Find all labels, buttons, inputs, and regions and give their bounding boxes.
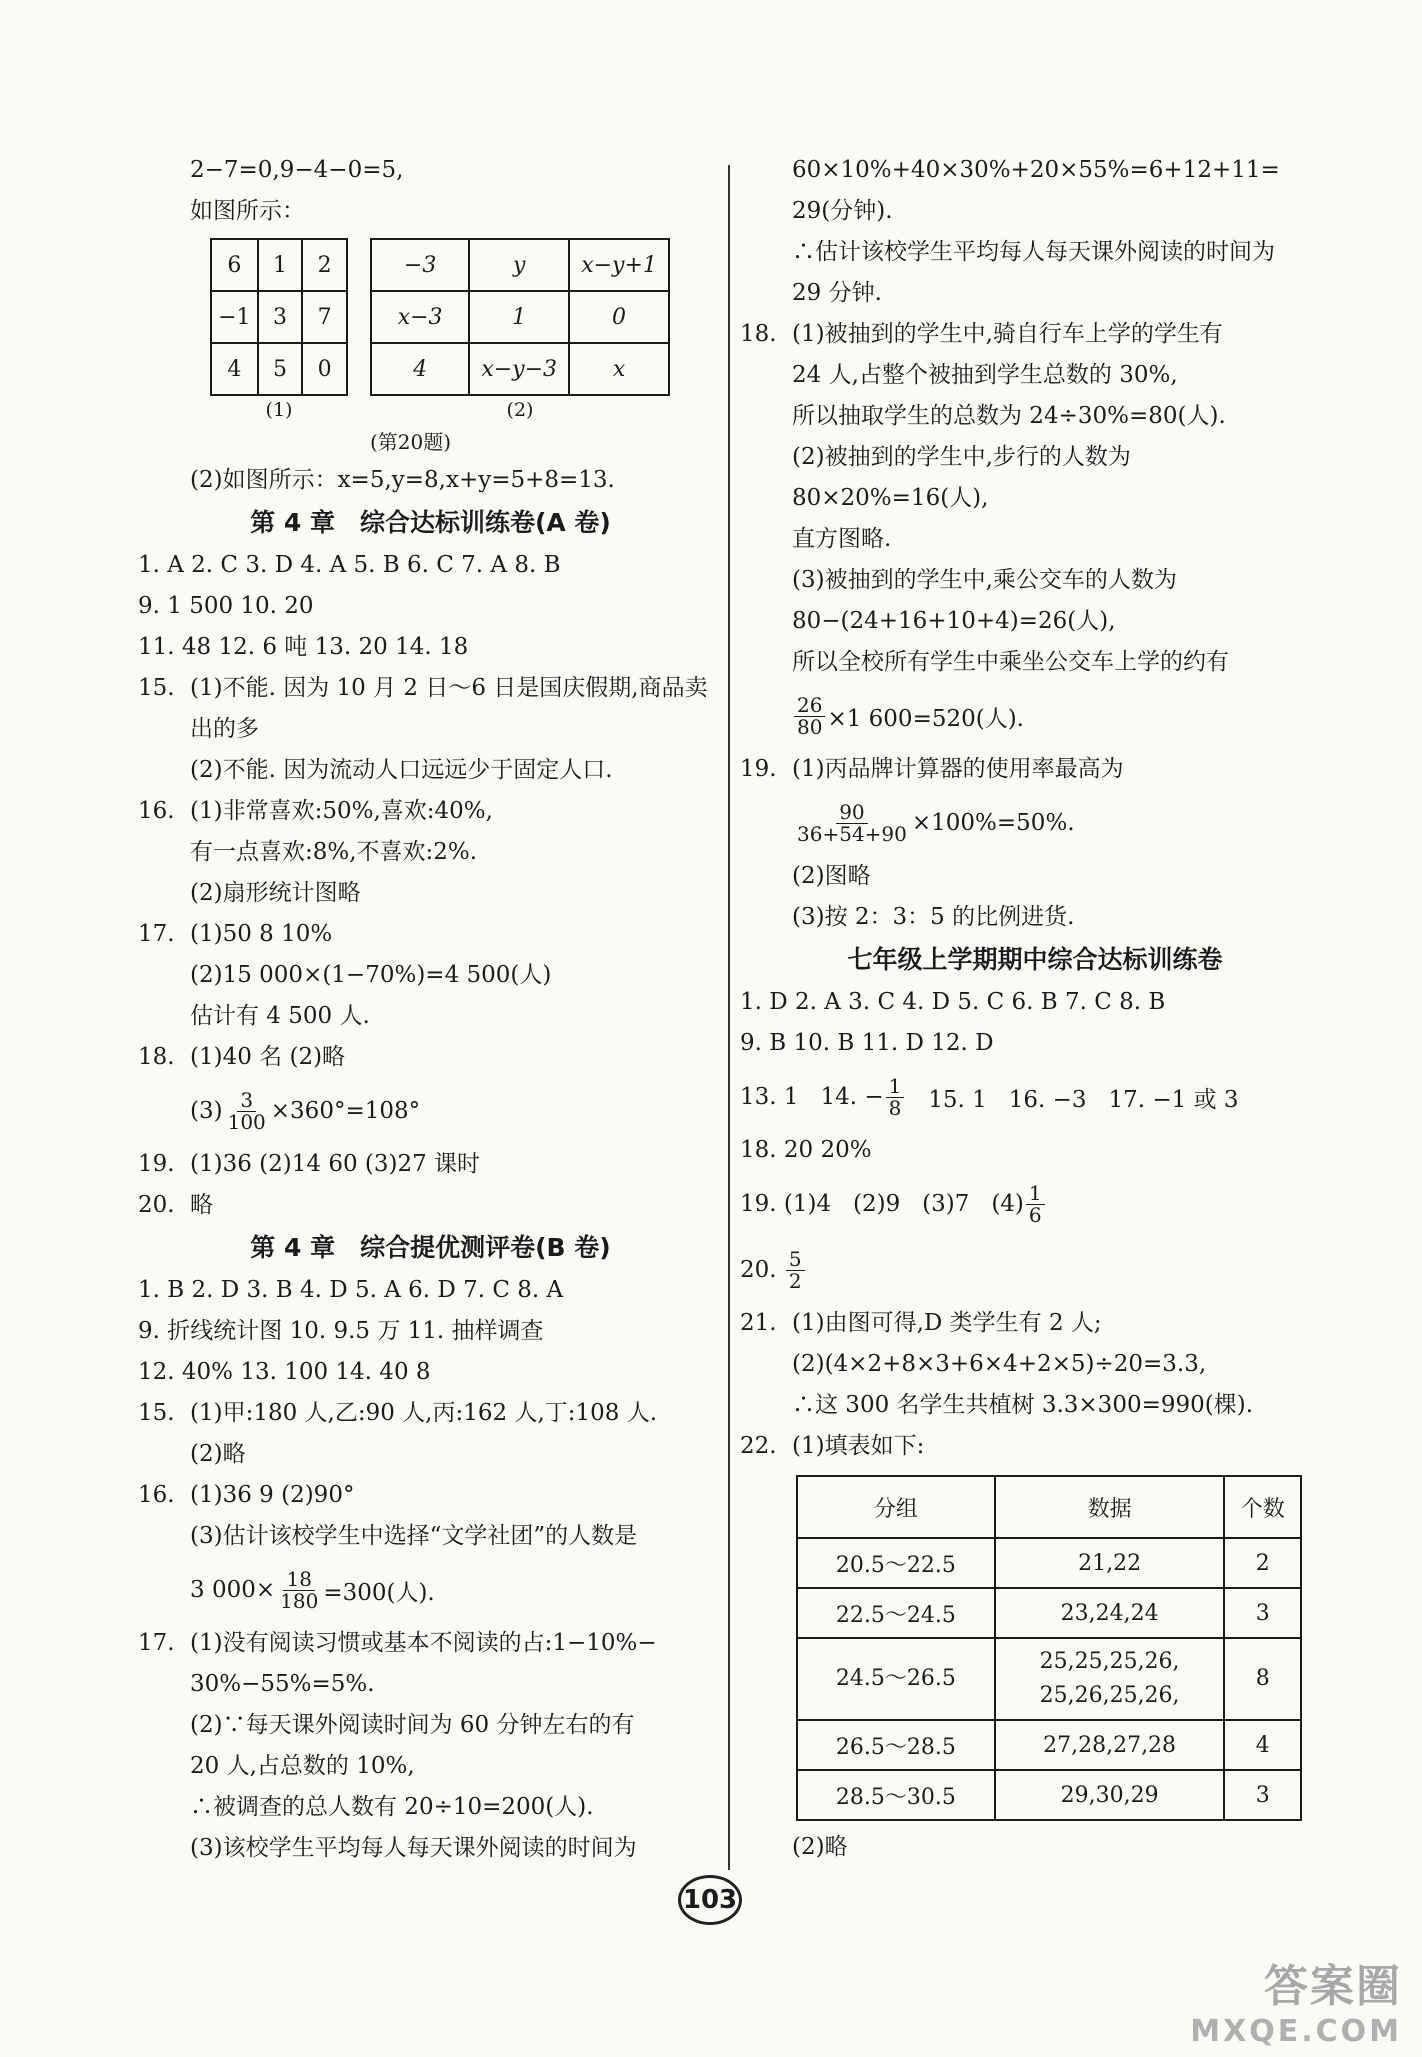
- answer-text: (1)50 8 10%: [190, 921, 333, 947]
- page-number-badge: [670, 1875, 750, 1937]
- table-row: [797, 1638, 1301, 1720]
- question-number: 20.: [138, 1192, 175, 1218]
- grid-1-wrap: [210, 238, 348, 424]
- answer-19: [138, 1144, 723, 1185]
- table-cell-count: 2: [1224, 1538, 1301, 1588]
- fraction: [794, 799, 910, 846]
- answer-text: (2)略: [792, 1834, 848, 1860]
- grid-cell: 3: [258, 291, 303, 343]
- text-line: 2−7=0,9−4−0=5,: [190, 157, 404, 183]
- right-column: [740, 150, 1330, 1868]
- table-header-cell: 个数: [1224, 1476, 1301, 1538]
- table-cell-count: 4: [1224, 1720, 1301, 1770]
- table-cell-group: 26.5～28.5: [797, 1720, 995, 1770]
- text-line: (2)如图所示：x=5,y=8,x+y=5+8=13.: [190, 467, 615, 493]
- grid-cell: x−y−3: [469, 343, 569, 395]
- answer-text: (2)∵每天课外阅读时间为 60 分钟左右的有: [190, 1712, 635, 1738]
- question-number: 18.: [138, 1044, 175, 1070]
- table-row: [797, 1720, 1301, 1770]
- answer-19r: [740, 749, 1330, 790]
- table-cell-data-line: 25,25,25,26,: [1039, 1649, 1180, 1674]
- table-cell-data: 21,22: [995, 1538, 1225, 1588]
- answer-text: (1)甲:180 人,乙:90 人,丙:162 人,丁:108 人.: [190, 1400, 658, 1426]
- fraction-numerator: 1: [1026, 1183, 1045, 1205]
- fraction-numerator: 3: [237, 1090, 256, 1112]
- answer-18: [138, 1037, 723, 1078]
- answer-text: 略: [190, 1192, 213, 1218]
- answer-18r: [740, 314, 1330, 355]
- text-line: 如图所示：: [190, 198, 305, 224]
- answer-fraction-line: [138, 1557, 723, 1623]
- answer-text: 29 分钟.: [792, 280, 882, 306]
- answer-text: 20 人,占总数的 10%,: [190, 1753, 415, 1779]
- answer-text: =300(人).: [323, 1579, 435, 1606]
- grid-cell: −3: [371, 239, 469, 291]
- answer-16: [138, 791, 723, 832]
- answer-text: ×1 600=520(人).: [827, 705, 1024, 732]
- table-header-row: [797, 1476, 1301, 1538]
- answer-fraction-line: [740, 1064, 1330, 1130]
- answer-text: 所以全校所有学生中乘坐公交车上学的约有: [792, 649, 1229, 675]
- table-cell-group: 28.5～30.5: [797, 1770, 995, 1820]
- question-number: 16.: [138, 1482, 175, 1508]
- grid-cell: 5: [258, 343, 303, 395]
- table-cell-data: 27,28,27,28: [995, 1720, 1225, 1770]
- table-row: [797, 1588, 1301, 1638]
- answer-22: [740, 1426, 1330, 1467]
- question-number: 17.: [138, 921, 175, 947]
- answer-text: ∴这 300 名学生共植树 3.3×300=990(棵).: [792, 1392, 1254, 1418]
- fraction: [225, 1087, 269, 1134]
- answer-text: 13. 1 14. −: [740, 1084, 884, 1110]
- section-heading: 七年级上学期期中综合达标训练卷: [847, 945, 1223, 974]
- answer-line: 9. 1 500 10. 20: [138, 593, 314, 619]
- frequency-table: [796, 1475, 1302, 1821]
- grid-cell: 1: [258, 239, 303, 291]
- figure-caption: (第20题): [369, 430, 452, 454]
- answer-text: 所以抽取学生的总数为 24÷30%=80(人).: [792, 403, 1226, 429]
- answer-text: 出的多: [190, 716, 259, 742]
- section-heading: 第 4 章 综合达标训练卷(A 卷): [250, 508, 611, 537]
- fraction: [277, 1566, 321, 1613]
- answer-text: 80−(24+16+10+4)=26(人),: [792, 608, 1116, 634]
- grid-cell: 2: [302, 239, 347, 291]
- magic-square-grid-2: [370, 238, 670, 396]
- table-cell-group: 24.5～26.5: [797, 1638, 995, 1720]
- answer-text: (1)被抽到的学生中,骑自行车上学的学生有: [792, 321, 1223, 347]
- table-cell-count: 8: [1224, 1638, 1301, 1720]
- answer-text: 30%−55%=5%.: [190, 1671, 375, 1697]
- fraction-denominator: 100: [227, 1109, 266, 1134]
- fraction: [1026, 1180, 1045, 1227]
- answer-text: (2)被抽到的学生中,步行的人数为: [792, 444, 1131, 470]
- fraction-numerator: 90: [836, 802, 867, 824]
- watermark-url: MXQE.COM: [1190, 2014, 1402, 2049]
- answer-15b: [138, 1393, 723, 1434]
- answer-fraction-line: [740, 1171, 1330, 1237]
- answer-fraction-line: [740, 1237, 1330, 1303]
- answer-text: (1)丙品牌计算器的使用率最高为: [792, 756, 1124, 782]
- question-number: 15.: [138, 1400, 175, 1426]
- table-cell-count: 3: [1224, 1770, 1301, 1820]
- grid-cell: 1: [469, 291, 569, 343]
- section-heading: 第 4 章 综合提优测评卷(B 卷): [250, 1233, 611, 1262]
- grid-row: [371, 343, 669, 395]
- answer-17: [138, 914, 723, 955]
- answer-text: ∴估计该校学生平均每人每天课外阅读的时间为: [792, 239, 1275, 265]
- answer-text: (2)略: [190, 1441, 246, 1467]
- answer-text: (3)估计该校学生中选择“文学社团”的人数是: [190, 1523, 638, 1549]
- answer-text: 19. (1)4 (2)9 (3)7 (4): [740, 1191, 1024, 1217]
- answer-text: (2)扇形统计图略: [190, 880, 361, 906]
- answer-text: ×100%=50%.: [911, 810, 1075, 836]
- table-cell-group: 20.5～22.5: [797, 1538, 995, 1588]
- grid-2-wrap: [370, 238, 670, 424]
- fraction: [886, 1073, 905, 1120]
- answer-text: 20.: [740, 1257, 784, 1283]
- answer-text: (3)按 2：3：5 的比例进货.: [792, 904, 1075, 930]
- answer-text: (1)没有阅读习惯或基本不阅读的占:1−10%−: [190, 1630, 657, 1656]
- answer-line: 12. 40% 13. 100 14. 40 8: [138, 1359, 431, 1385]
- grid-row: [371, 239, 669, 291]
- column-divider: [728, 165, 730, 1870]
- table-row: [797, 1770, 1301, 1820]
- grid-cell: x−3: [371, 291, 469, 343]
- fraction-denominator: 6: [1028, 1202, 1042, 1227]
- answer-text: (3)被抽到的学生中,乘公交车的人数为: [792, 567, 1177, 593]
- answer-text: (1)非常喜欢:50%,喜欢:40%,: [190, 798, 493, 824]
- left-column: [138, 150, 723, 1869]
- fraction: [794, 692, 825, 739]
- fraction: [786, 1246, 805, 1293]
- answer-text: (1)36 9 (2)90°: [190, 1482, 355, 1508]
- answer-text: (1)36 (2)14 60 (3)27 课时: [190, 1151, 481, 1177]
- answer-text: 80×20%=16(人),: [792, 485, 989, 511]
- answer-text: (1)不能. 因为 10 月 2 日～6 日是国庆假期,商品卖: [190, 675, 708, 701]
- grid-cell: 4: [371, 343, 469, 395]
- answer-text: (1)40 名 (2)略: [190, 1044, 346, 1070]
- question-number: 19.: [740, 756, 777, 782]
- question-number: 16.: [138, 798, 175, 824]
- answer-text: 24 人,占整个被抽到学生总数的 30%,: [792, 362, 1178, 388]
- grid-cell: 7: [302, 291, 347, 343]
- table-cell-group: 22.5～24.5: [797, 1588, 995, 1638]
- fraction-numerator: 5: [786, 1249, 805, 1271]
- question-number: 22.: [740, 1433, 777, 1459]
- grid-cell: −1: [211, 291, 258, 343]
- grid-cell: x−y+1: [569, 239, 669, 291]
- question-number: 21.: [740, 1310, 777, 1336]
- magic-square-grid-1: [210, 238, 348, 396]
- answer-line: 9. B 10. B 11. D 12. D: [740, 1030, 994, 1056]
- answer-text: (3): [190, 1098, 223, 1124]
- answer-line: 18. 20 20%: [740, 1137, 872, 1163]
- answer-fraction-line: [740, 790, 1330, 856]
- answer-text: 3 000×: [190, 1577, 276, 1603]
- question-number: 18.: [740, 321, 777, 347]
- fraction-numerator: 18: [283, 1569, 314, 1591]
- grid-row: [211, 343, 347, 395]
- answer-text: (3)该校学生平均每人每天课外阅读的时间为: [190, 1835, 637, 1861]
- answer-line: 1. A 2. C 3. D 4. A 5. B 6. C 7. A 8. B: [138, 552, 561, 578]
- table-cell-count: 3: [1224, 1588, 1301, 1638]
- answer-15: [138, 668, 723, 709]
- answer-20: [138, 1185, 723, 1226]
- answer-text: (1)填表如下:: [792, 1433, 925, 1459]
- answer-text: (1)由图可得,D 类学生有 2 人;: [792, 1310, 1102, 1336]
- answer-text: ∴被调查的总人数有 20÷10=200(人).: [190, 1794, 594, 1820]
- grid-row: [211, 291, 347, 343]
- answer-16b: [138, 1475, 723, 1516]
- table-cell-data: 23,24,24: [995, 1588, 1225, 1638]
- grid-row: [371, 291, 669, 343]
- fraction-denominator: 80: [797, 714, 823, 739]
- table-cell-data: 29,30,29: [995, 1770, 1225, 1820]
- answer-fraction-line: [138, 1078, 723, 1144]
- figure-grids: [210, 238, 723, 424]
- answer-text: 60×10%+40×30%+20×55%=6+12+11=: [792, 157, 1280, 183]
- grid-cell: 4: [211, 343, 258, 395]
- grid-cell: y: [469, 239, 569, 291]
- page-number: 103: [678, 1875, 742, 1925]
- answer-line: 1. D 2. A 3. C 4. D 5. C 6. B 7. C 8. B: [740, 989, 1166, 1015]
- grid-caption: (2): [506, 399, 534, 421]
- answer-text: (2)15 000×(1−70%)=4 500(人): [190, 962, 552, 988]
- answer-line: 9. 折线统计图 10. 9.5 万 11. 抽样调查: [138, 1318, 544, 1344]
- question-number: 15.: [138, 675, 175, 701]
- watermark: [1190, 1950, 1402, 2049]
- table-row: [797, 1538, 1301, 1588]
- fraction-numerator: 26: [794, 695, 825, 717]
- fraction-denominator: 36+54+90: [797, 821, 907, 846]
- grid-caption: (1): [265, 399, 293, 421]
- answer-21: [740, 1303, 1330, 1344]
- answer-line: 1. B 2. D 3. B 4. D 5. A 6. D 7. C 8. A: [138, 1277, 564, 1303]
- table-cell-data-line: 25,26,25,26,: [1039, 1683, 1180, 1708]
- grid-row: [211, 239, 347, 291]
- question-number: 19.: [138, 1151, 175, 1177]
- watermark-logo-text: 答案圈: [1264, 1961, 1402, 2012]
- grid-cell: 6: [211, 239, 258, 291]
- grid-cell: x: [569, 343, 669, 395]
- fraction-denominator: 180: [280, 1588, 319, 1613]
- fraction-denominator: 8: [888, 1095, 902, 1120]
- grid-cell: 0: [302, 343, 347, 395]
- answer-text: 估计有 4 500 人.: [190, 1003, 370, 1029]
- answer-text: 15. 1 16. −3 17. −1 或 3: [906, 1086, 1239, 1113]
- answer-text: 29(分钟).: [792, 198, 893, 224]
- answer-text: ×360°=108°: [270, 1098, 421, 1124]
- answer-text: (2)图略: [792, 863, 871, 889]
- table-cell-data: [995, 1638, 1225, 1720]
- grid-cell: 0: [569, 291, 669, 343]
- answer-text: 直方图略.: [792, 526, 892, 552]
- fraction-numerator: 1: [886, 1076, 905, 1098]
- answer-text: (2)不能. 因为流动人口远远少于固定人口.: [190, 757, 613, 783]
- answer-fraction-line: [740, 683, 1330, 749]
- question-number: 17.: [138, 1630, 175, 1656]
- table-header-cell: 数据: [995, 1476, 1225, 1538]
- answer-text: 有一点喜欢:8%,不喜欢:2%.: [190, 839, 478, 865]
- answer-17b: [138, 1623, 723, 1664]
- answer-text: (2)(4×2+8×3+6×4+2×5)÷20=3.3,: [792, 1351, 1207, 1377]
- answer-line: 11. 48 12. 6 吨 13. 20 14. 18: [138, 634, 469, 660]
- table-header-cell: 分组: [797, 1476, 995, 1538]
- fraction-denominator: 2: [788, 1268, 802, 1293]
